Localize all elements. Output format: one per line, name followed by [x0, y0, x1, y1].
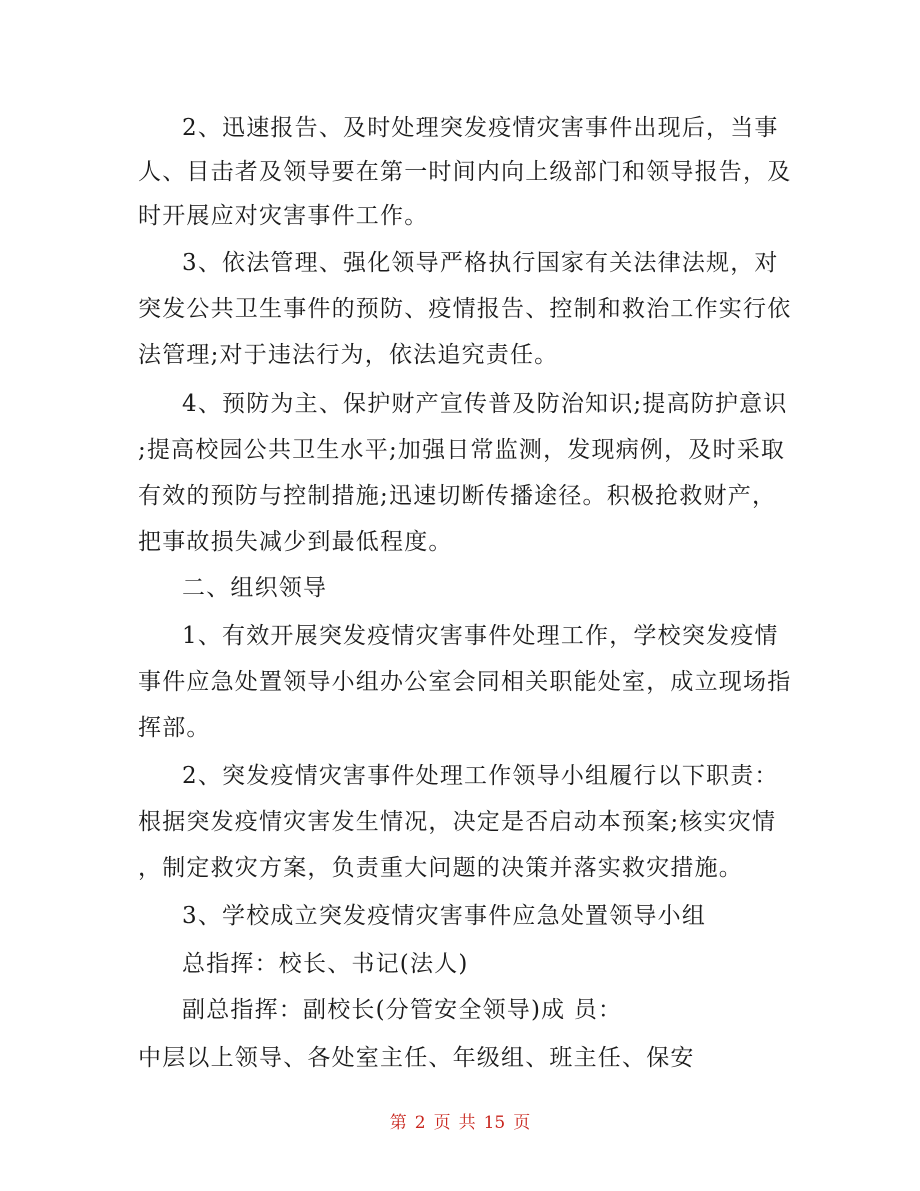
footer-total-label: 共 — [458, 1113, 476, 1133]
footer-page-label: 第 — [389, 1113, 407, 1133]
page-number-footer — [0, 1111, 920, 1135]
paragraph-line: 3、学校成立突发疫情灾害事件应急处置领导小组 — [182, 903, 707, 929]
paragraph-line: 1、有效开展突发疫情灾害事件处理工作，学校突发疫情 — [182, 623, 779, 649]
paragraph-line: 突发公共卫生事件的预防、疫情报告、控制和救治工作实行依 — [138, 296, 792, 322]
paragraph-line: ，制定救灾方案，负责重大问题的决策并落实救灾措施。 — [138, 855, 743, 881]
footer-total-unit: 页 — [513, 1113, 531, 1133]
section-heading: 二、组织领导 — [182, 575, 328, 601]
paragraph-line: 3、依法管理、强化领导严格执行国家有关法律法规，对 — [182, 250, 779, 276]
footer-page-unit: 页 — [433, 1113, 451, 1133]
paragraph-line: 法管理;对于违法行为，依法追究责任。 — [138, 342, 559, 368]
paragraph-line: 副总指挥：副校长(分管安全领导)成 员： — [182, 997, 623, 1023]
paragraph-line: 总指挥：校长、书记(法人) — [182, 951, 469, 977]
paragraph-line: ;提高校园公共卫生水平;加强日常监测，发现病例，及时采取 — [138, 437, 786, 463]
paragraph-line: 把事故损失减少到最低程度。 — [138, 529, 453, 555]
footer-current-page: 2 — [414, 1113, 426, 1133]
paragraph-line: 2、迅速报告、及时处理突发疫情灾害事件出现后，当事 — [182, 115, 779, 141]
paragraph-line: 事件应急处置领导小组办公室会同相关职能处室，成立现场指 — [138, 669, 792, 695]
paragraph-line: 2、突发疫情灾害事件处理工作领导小组履行以下职责： — [182, 763, 779, 789]
paragraph-line: 有效的预防与控制措施;迅速切断传播途径。积极抢救财产， — [138, 483, 777, 509]
footer-total-pages: 15 — [483, 1113, 506, 1133]
paragraph-line: 挥部。 — [138, 715, 211, 741]
paragraph-line: 中层以上领导、各处室主任、年级组、班主任、保安 — [138, 1045, 695, 1071]
paragraph-line: 人、目击者及领导要在第一时间内向上级部门和领导报告，及 — [138, 159, 792, 185]
paragraph-line: 时开展应对灾害事件工作。 — [138, 203, 429, 229]
paragraph-line: 根据突发疫情灾害发生情况，决定是否启动本预案;核实灾情 — [138, 809, 777, 835]
paragraph-line: 4、预防为主、保护财产宣传普及防治知识;提高防护意识 — [182, 391, 788, 417]
